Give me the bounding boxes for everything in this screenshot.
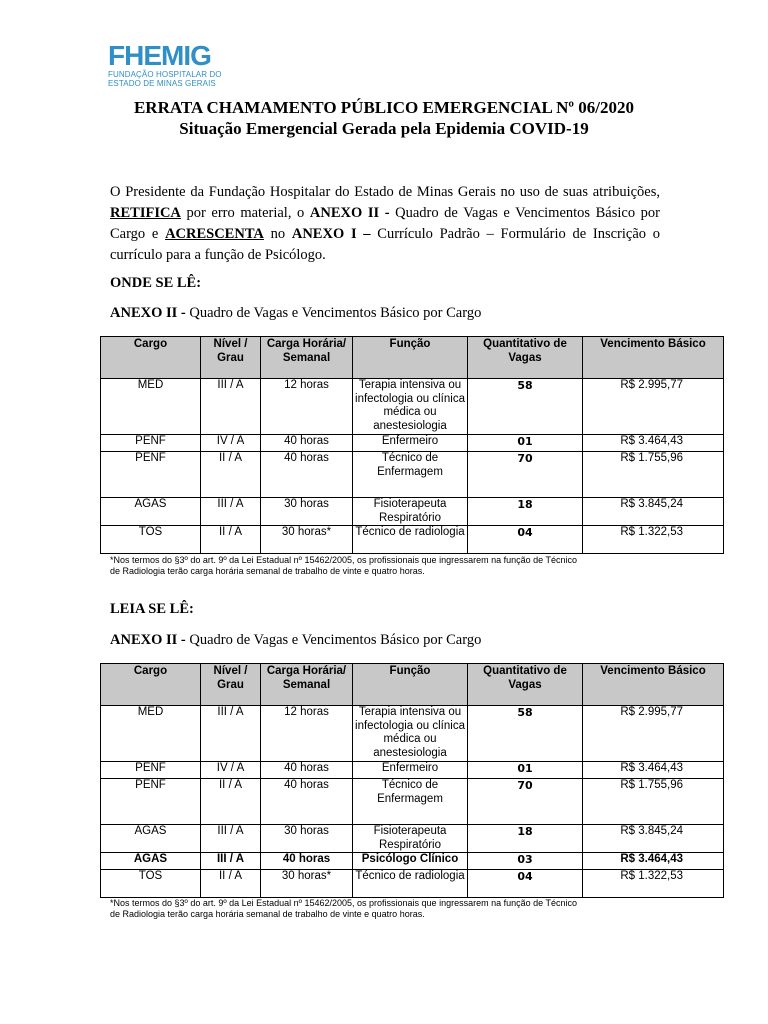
section1-annex-title [110, 305, 481, 322]
table-cell: 03 [468, 853, 583, 870]
intro-text-5: Currículo Padrão – Formulário de Inscrição o currículo para a função de Psicólogo. [110, 226, 661, 263]
footnote-2-line2: de Radiologia terão carga horária semanal de trabalho de vinte e quatro horas. [110, 909, 425, 919]
intro-text-2: por erro material, o [180, 205, 310, 221]
table-cell: Fisioterapeuta Respiratório [353, 498, 468, 526]
table-cell: R$ 3.464,43 [583, 853, 724, 870]
column-header: Nível / Grau [201, 337, 261, 379]
vacancy-table-corrected [100, 663, 724, 898]
table-cell: PENF [101, 762, 201, 779]
table-cell: 30 horas [261, 498, 353, 526]
table-cell: 70 [468, 452, 583, 498]
table-cell: III / A [201, 853, 261, 870]
table-cell: 04 [468, 870, 583, 898]
column-header: Vencimento Básico [583, 337, 724, 379]
table-cell: MED [101, 379, 201, 435]
table-cell: MED [101, 706, 201, 762]
table-cell: IV / A [201, 435, 261, 452]
table-cell: 12 horas [261, 706, 353, 762]
fhemig-logo [108, 42, 220, 88]
section2-annex-text: Quadro de Vagas e Vencimentos Básico por Cargo [185, 632, 482, 648]
table-cell: PENF [101, 435, 201, 452]
table-cell: Técnico de Enfermagem [353, 779, 468, 825]
column-header: Carga Horária/ Semanal [261, 337, 353, 379]
intro-paragraph [110, 182, 660, 266]
table-cell: 30 horas* [261, 526, 353, 554]
table-cell: 40 horas [261, 779, 353, 825]
table-cell: R$ 2.995,77 [583, 379, 724, 435]
footnote-1-line2: de Radiologia terão carga horária semanal de trabalho de vinte e quatro horas. [110, 566, 425, 576]
table-cell: 30 horas [261, 825, 353, 853]
table-cell: Enfermeiro [353, 762, 468, 779]
table-cell: 40 horas [261, 762, 353, 779]
table-cell: Terapia intensiva ou infectologia ou clínica médica ou anestesiologia [353, 706, 468, 762]
table-cell: AGAS [101, 853, 201, 870]
table-row [101, 435, 724, 452]
table-cell: II / A [201, 452, 261, 498]
table-cell: AGAS [101, 498, 201, 526]
table-cell: 12 horas [261, 379, 353, 435]
document-subtitle: Situação Emergencial Gerada pela Epidemia COVID-19 [179, 119, 589, 138]
table-cell: II / A [201, 779, 261, 825]
table-cell: Terapia intensiva ou infectologia ou clínica médica ou anestesiologia [353, 379, 468, 435]
column-header: Cargo [101, 337, 201, 379]
table-row [101, 452, 724, 498]
document-title: ERRATA CHAMAMENTO PÚBLICO EMERGENCIAL Nº 06/2020 [133, 98, 635, 117]
table-cell: R$ 1.755,96 [583, 779, 724, 825]
footnote-2-line1: *Nos termos do §3º do art. 9º da Lei Estadual nº 15462/2005, os profissionais que ingressarem na função de Técnico [110, 898, 577, 908]
table-cell: PENF [101, 779, 201, 825]
anexo2-keyword: ANEXO II - [309, 205, 390, 221]
acrescenta-keyword: ACRESCENTA [165, 226, 264, 242]
table-cell: 40 horas [261, 853, 353, 870]
table-cell: 40 horas [261, 452, 353, 498]
table-cell: 01 [468, 435, 583, 452]
table-cell: Técnico de radiologia [353, 526, 468, 554]
intro-text-3: Quadro de Vagas e Vencimentos Básico por Cargo e [110, 205, 661, 242]
table-cell: 04 [468, 526, 583, 554]
column-header: Carga Horária/ Semanal [261, 664, 353, 706]
table-cell: III / A [201, 379, 261, 435]
table-row [101, 526, 724, 554]
anexo1-keyword: ANEXO I – [291, 226, 371, 242]
table-cell: IV / A [201, 762, 261, 779]
table-cell: TOS [101, 526, 201, 554]
column-header: Vencimento Básico [583, 664, 724, 706]
table-cell: R$ 3.464,43 [583, 435, 724, 452]
section2-heading: LEIA SE LÊ: [110, 601, 194, 617]
column-header: Função [353, 337, 468, 379]
table-cell: R$ 1.755,96 [583, 452, 724, 498]
table-cell: II / A [201, 526, 261, 554]
table-cell: 18 [468, 498, 583, 526]
table-cell: Fisioterapeuta Respiratório [353, 825, 468, 853]
table-row [101, 498, 724, 526]
section1-annex-label: ANEXO II - [110, 305, 186, 321]
footnote-1-line1: *Nos termos do §3º do art. 9º da Lei Estadual nº 15462/2005, os profissionais que ingressarem na função de Técnico [110, 555, 577, 565]
footnote-2 [110, 898, 670, 920]
intro-text-1: O Presidente da Fundação Hospitalar do Estado de Minas Gerais no uso de suas atribuições, [110, 184, 660, 200]
table-cell: 18 [468, 825, 583, 853]
table-row [101, 706, 724, 762]
column-header: Função [353, 664, 468, 706]
column-header: Quantitativo de Vagas [468, 664, 583, 706]
section1-annex-text: Quadro de Vagas e Vencimentos Básico por Cargo [185, 305, 482, 321]
table-cell: III / A [201, 825, 261, 853]
column-header: Quantitativo de Vagas [468, 337, 583, 379]
table-cell: 58 [468, 379, 583, 435]
table-cell: III / A [201, 706, 261, 762]
table-row [101, 870, 724, 898]
table-cell: R$ 1.322,53 [583, 870, 724, 898]
table-cell: R$ 1.322,53 [583, 526, 724, 554]
table-cell: TOS [101, 870, 201, 898]
table-row [101, 853, 724, 870]
table-row [101, 762, 724, 779]
table-cell: 58 [468, 706, 583, 762]
table-cell: 70 [468, 779, 583, 825]
table-cell: AGAS [101, 825, 201, 853]
table-cell: R$ 3.845,24 [583, 498, 724, 526]
table-cell: PENF [101, 452, 201, 498]
column-header: Cargo [101, 664, 201, 706]
table-cell: III / A [201, 498, 261, 526]
vacancy-table-original [100, 336, 724, 554]
table-cell: Técnico de radiologia [353, 870, 468, 898]
section1-heading: ONDE SE LÊ: [110, 275, 202, 291]
table-cell: Enfermeiro [353, 435, 468, 452]
section2-annex-title [110, 632, 481, 649]
table-cell: R$ 2.995,77 [583, 706, 724, 762]
table-cell: Técnico de Enfermagem [353, 452, 468, 498]
table-row [101, 779, 724, 825]
table-cell: 40 horas [261, 435, 353, 452]
section2-annex-label: ANEXO II - [110, 632, 186, 648]
table-row [101, 379, 724, 435]
retifica-keyword: RETIFICA [110, 205, 181, 221]
logo-subtitle-line1: FUNDAÇÃO HOSPITALAR DO [108, 70, 222, 79]
logo-subtitle-line2: ESTADO DE MINAS GERAIS [108, 79, 216, 88]
table-cell: R$ 3.845,24 [583, 825, 724, 853]
column-header: Nível / Grau [201, 664, 261, 706]
logo-wordmark: FHEMIG [108, 40, 211, 71]
table-row [101, 825, 724, 853]
table-cell: 01 [468, 762, 583, 779]
table-cell: Psicólogo Clínico [353, 853, 468, 870]
table-cell: II / A [201, 870, 261, 898]
table-cell: R$ 3.464,43 [583, 762, 724, 779]
footnote-1 [110, 555, 670, 577]
intro-text-4: no [263, 226, 292, 242]
table-cell: 30 horas* [261, 870, 353, 898]
